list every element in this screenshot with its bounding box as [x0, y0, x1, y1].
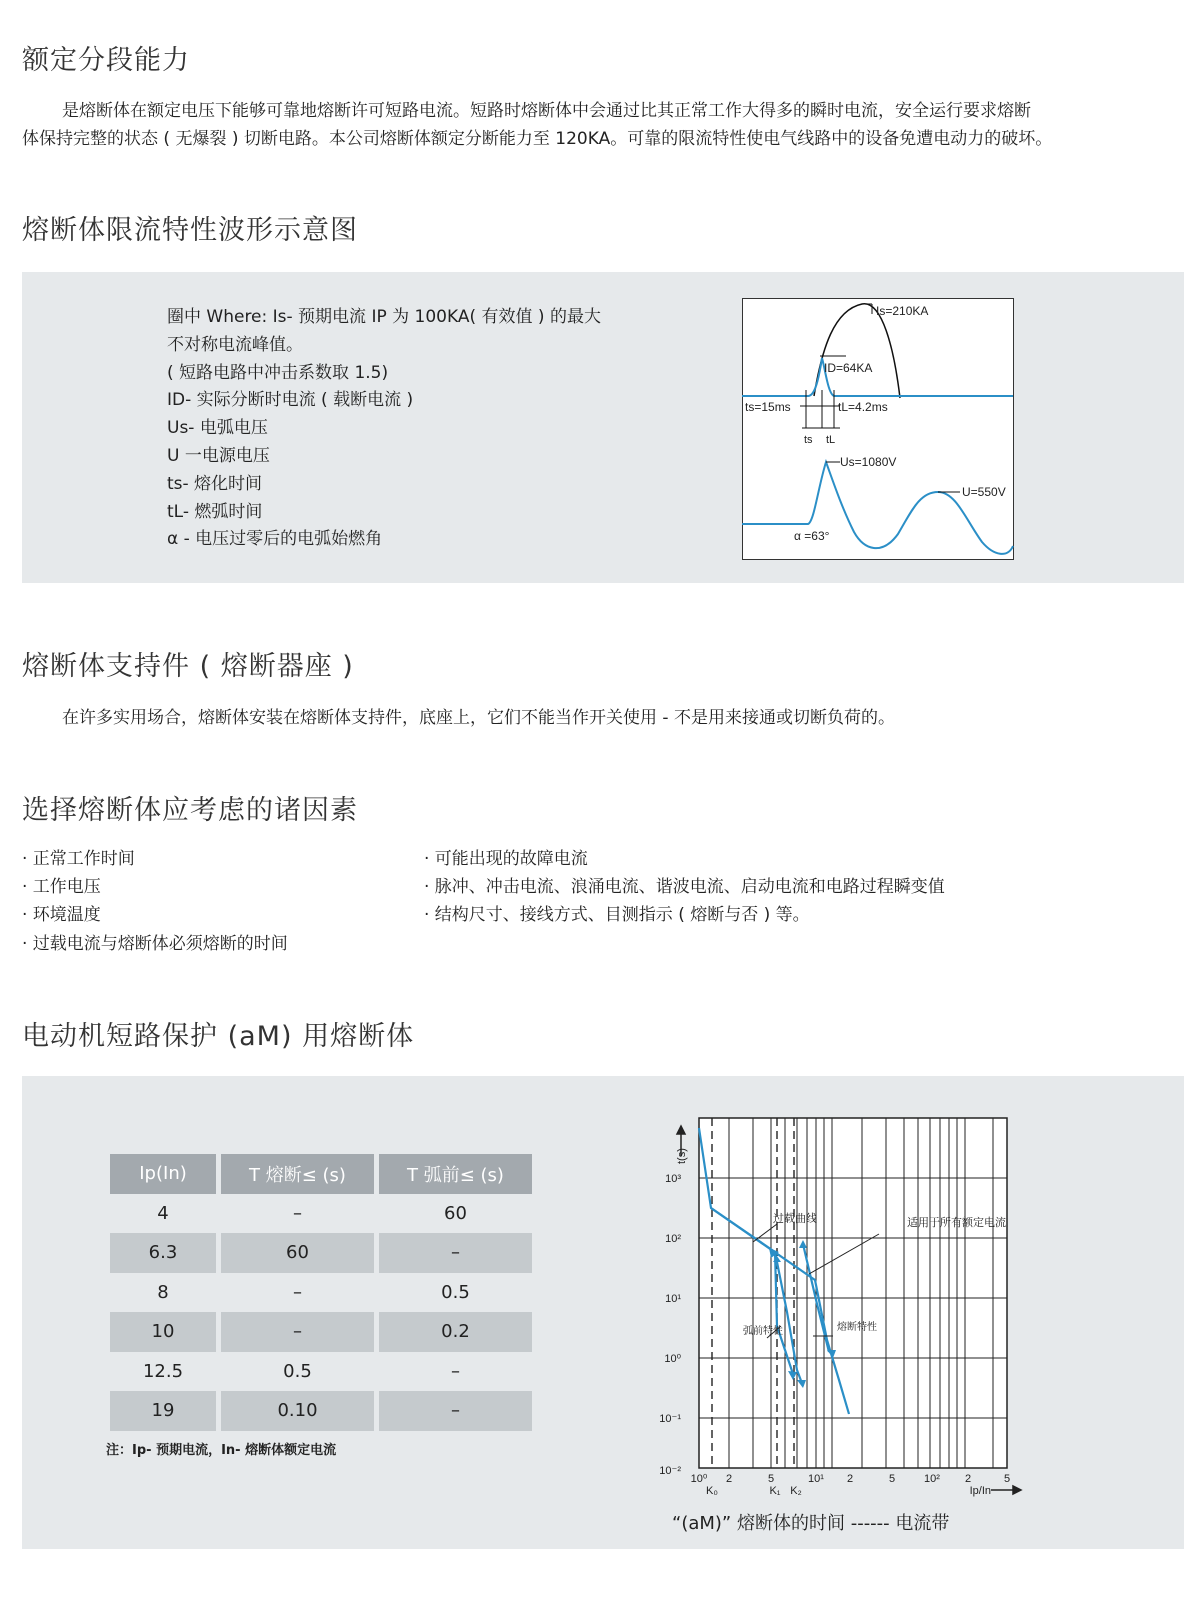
- y-tick-label: 10¹: [665, 1293, 681, 1305]
- list-item: · 正常工作时间: [22, 849, 135, 869]
- legend-line: ID- 实际分断时电流 ( 载断电流 ): [167, 390, 414, 411]
- x-tick-label: 10⁰: [690, 1473, 708, 1485]
- legend-line: 不对称电流峰值。: [167, 334, 303, 355]
- legend-line: ( 短路电路中冲击系数取 1.5): [167, 362, 389, 383]
- waveform-diagram: [742, 298, 1024, 564]
- table-row: [110, 1391, 532, 1431]
- table-cell: 60: [221, 1233, 374, 1273]
- x-tick-label: 5: [767, 1473, 775, 1485]
- k2-label: K₂: [790, 1485, 802, 1497]
- table-note: 注：Ip- 预期电流，In- 熔断体额定电流: [106, 1443, 337, 1458]
- table-row: [110, 1233, 532, 1273]
- section-title-waveform: 熔断体限流特性波形示意图: [22, 215, 358, 246]
- legend-line: α - 电压过零后的电弧始燃角: [167, 529, 383, 550]
- table-cell: –: [379, 1233, 532, 1273]
- table-row: [110, 1194, 532, 1234]
- table-cell: 19: [110, 1391, 216, 1431]
- legend-line: tL- 燃弧时间: [167, 501, 263, 522]
- table-header: T 弧前≤ (s): [379, 1154, 532, 1194]
- label-u: U=550V: [962, 485, 1006, 499]
- list-item: · 结构尺寸、接线方式、目测指示 ( 熔断与否 ) 等。: [424, 905, 810, 926]
- k0-label: K₀: [706, 1485, 718, 1497]
- list-item: · 脉冲、冲击电流、浪涌电流、谐波电流、启动电流和电路过程瞬变值: [424, 877, 945, 898]
- list-item: · 环境温度: [22, 905, 101, 926]
- am-table: [105, 1154, 537, 1431]
- y-tick-label: 10⁻²: [659, 1465, 681, 1477]
- y-tick-label: 10⁰: [664, 1353, 681, 1365]
- legend-line: ts- 熔化时间: [167, 473, 263, 494]
- list-item: · 过载电流与熔断体必须熔断的时间: [22, 933, 288, 954]
- factors-right-list: [424, 845, 945, 930]
- am-panel: [22, 1076, 1184, 1549]
- annotation-prearc: 弧前特性: [743, 1326, 783, 1337]
- table-row: [110, 1352, 532, 1392]
- table-row: [110, 1312, 532, 1352]
- breaking-para-line2: 体保持完整的状态 ( 无爆裂 ) 切断电路。本公司熔断体额定分断能力至 120KA。可靠的限流特性使电气线路中的设备免遭电动力的破坏。: [22, 129, 1053, 149]
- y-tick-label: 10²: [665, 1233, 681, 1245]
- annotation-all-ratings: 适用于所有额定电流: [907, 1217, 1006, 1229]
- table-cell: 10: [110, 1312, 216, 1352]
- table-row: [110, 1273, 532, 1313]
- graph-frame: [699, 1118, 1007, 1468]
- graph-caption: “(aM)” 熔断体的时间 ------ 电流带: [672, 1513, 950, 1534]
- label-id: ID=64KA: [824, 361, 873, 375]
- x-tick-label: 10²: [924, 1473, 940, 1485]
- table-header-row: [110, 1154, 532, 1194]
- section-title-am: 电动机短路保护 (aM) 用熔断体: [22, 1021, 415, 1052]
- label-alpha: α =63°: [794, 529, 830, 543]
- legend-line: Us- 电弧电压: [167, 418, 268, 439]
- annotation-overload: 过载曲线: [773, 1213, 817, 1225]
- x-tick-label: 2: [964, 1473, 972, 1485]
- holder-para: 在许多实用场合，熔断体安装在熔断体支持件，底座上，它们不能当作开关使用 - 不是用来接通或切断负荷的。: [62, 708, 895, 728]
- table-cell: 8: [110, 1273, 216, 1313]
- waveform-panel: [22, 272, 1184, 583]
- table-cell: –: [221, 1312, 374, 1352]
- x-tick-label: 2: [846, 1473, 854, 1485]
- label-ts-value: ts=15ms: [745, 400, 791, 414]
- label-is: Is=210KA: [876, 304, 929, 318]
- table-cell: –: [379, 1352, 532, 1392]
- waveform-frame: [743, 299, 1014, 560]
- label-tl-value: tL=4.2ms: [838, 400, 888, 414]
- time-current-graph: [657, 1112, 1037, 1502]
- table-cell: 12.5: [110, 1352, 216, 1392]
- x-tick-label: 5: [1003, 1473, 1011, 1485]
- section-title-breaking-capacity: 额定分段能力: [22, 45, 190, 76]
- list-item: · 可能出现的故障电流: [424, 849, 588, 869]
- section-title-factors: 选择熔断体应考虑的诸因素: [22, 795, 358, 826]
- legend-line: U 一电源电压: [167, 445, 270, 466]
- x-axis-label: Ip/In: [969, 1485, 991, 1497]
- section-title-holder: 熔断体支持件 ( 熔断器座 ): [22, 651, 354, 682]
- y-axis-label: t(s): [676, 1148, 688, 1164]
- y-tick-label: 10⁻¹: [659, 1413, 681, 1425]
- table-cell: –: [221, 1273, 374, 1313]
- table-cell: 4: [110, 1194, 216, 1234]
- table-cell: 0.2: [379, 1312, 532, 1352]
- table-cell: 0.5: [379, 1273, 532, 1313]
- factors-left-list: [22, 845, 288, 958]
- waveform-legend: [167, 304, 601, 554]
- table-header: T 熔断≤ (s): [221, 1154, 374, 1194]
- legend-line: 圈中 Where: Is- 预期电流 IP 为 100KA( 有效值 ) 的最大: [167, 307, 601, 327]
- table-header: Ip(In): [110, 1154, 216, 1194]
- x-tick-label: 10¹: [808, 1473, 824, 1485]
- table-cell: –: [379, 1391, 532, 1431]
- table-cell: 0.10: [221, 1391, 374, 1431]
- table-cell: –: [221, 1194, 374, 1234]
- label-us: Us=1080V: [840, 455, 897, 469]
- label-tl: tL: [826, 434, 836, 446]
- annotation-operating: 熔断特性: [837, 1322, 877, 1333]
- list-item: · 工作电压: [22, 877, 101, 898]
- y-tick-label: 10³: [665, 1173, 681, 1185]
- k1-label: K₁: [769, 1485, 781, 1497]
- table-cell: 60: [379, 1194, 532, 1234]
- breaking-para-line1: 是熔断体在额定电压下能够可靠地熔断许可短路电流。短路时熔断体中会通过比其正常工作大得多的瞬时电流，安全运行要求熔断: [62, 101, 1031, 121]
- x-tick-label: 2: [725, 1473, 733, 1485]
- x-tick-label: 5: [888, 1473, 896, 1485]
- label-ts: ts: [804, 434, 813, 446]
- table-cell: 0.5: [221, 1352, 374, 1392]
- x-axis-arrow: [991, 1486, 1021, 1494]
- table-cell: 6.3: [110, 1233, 216, 1273]
